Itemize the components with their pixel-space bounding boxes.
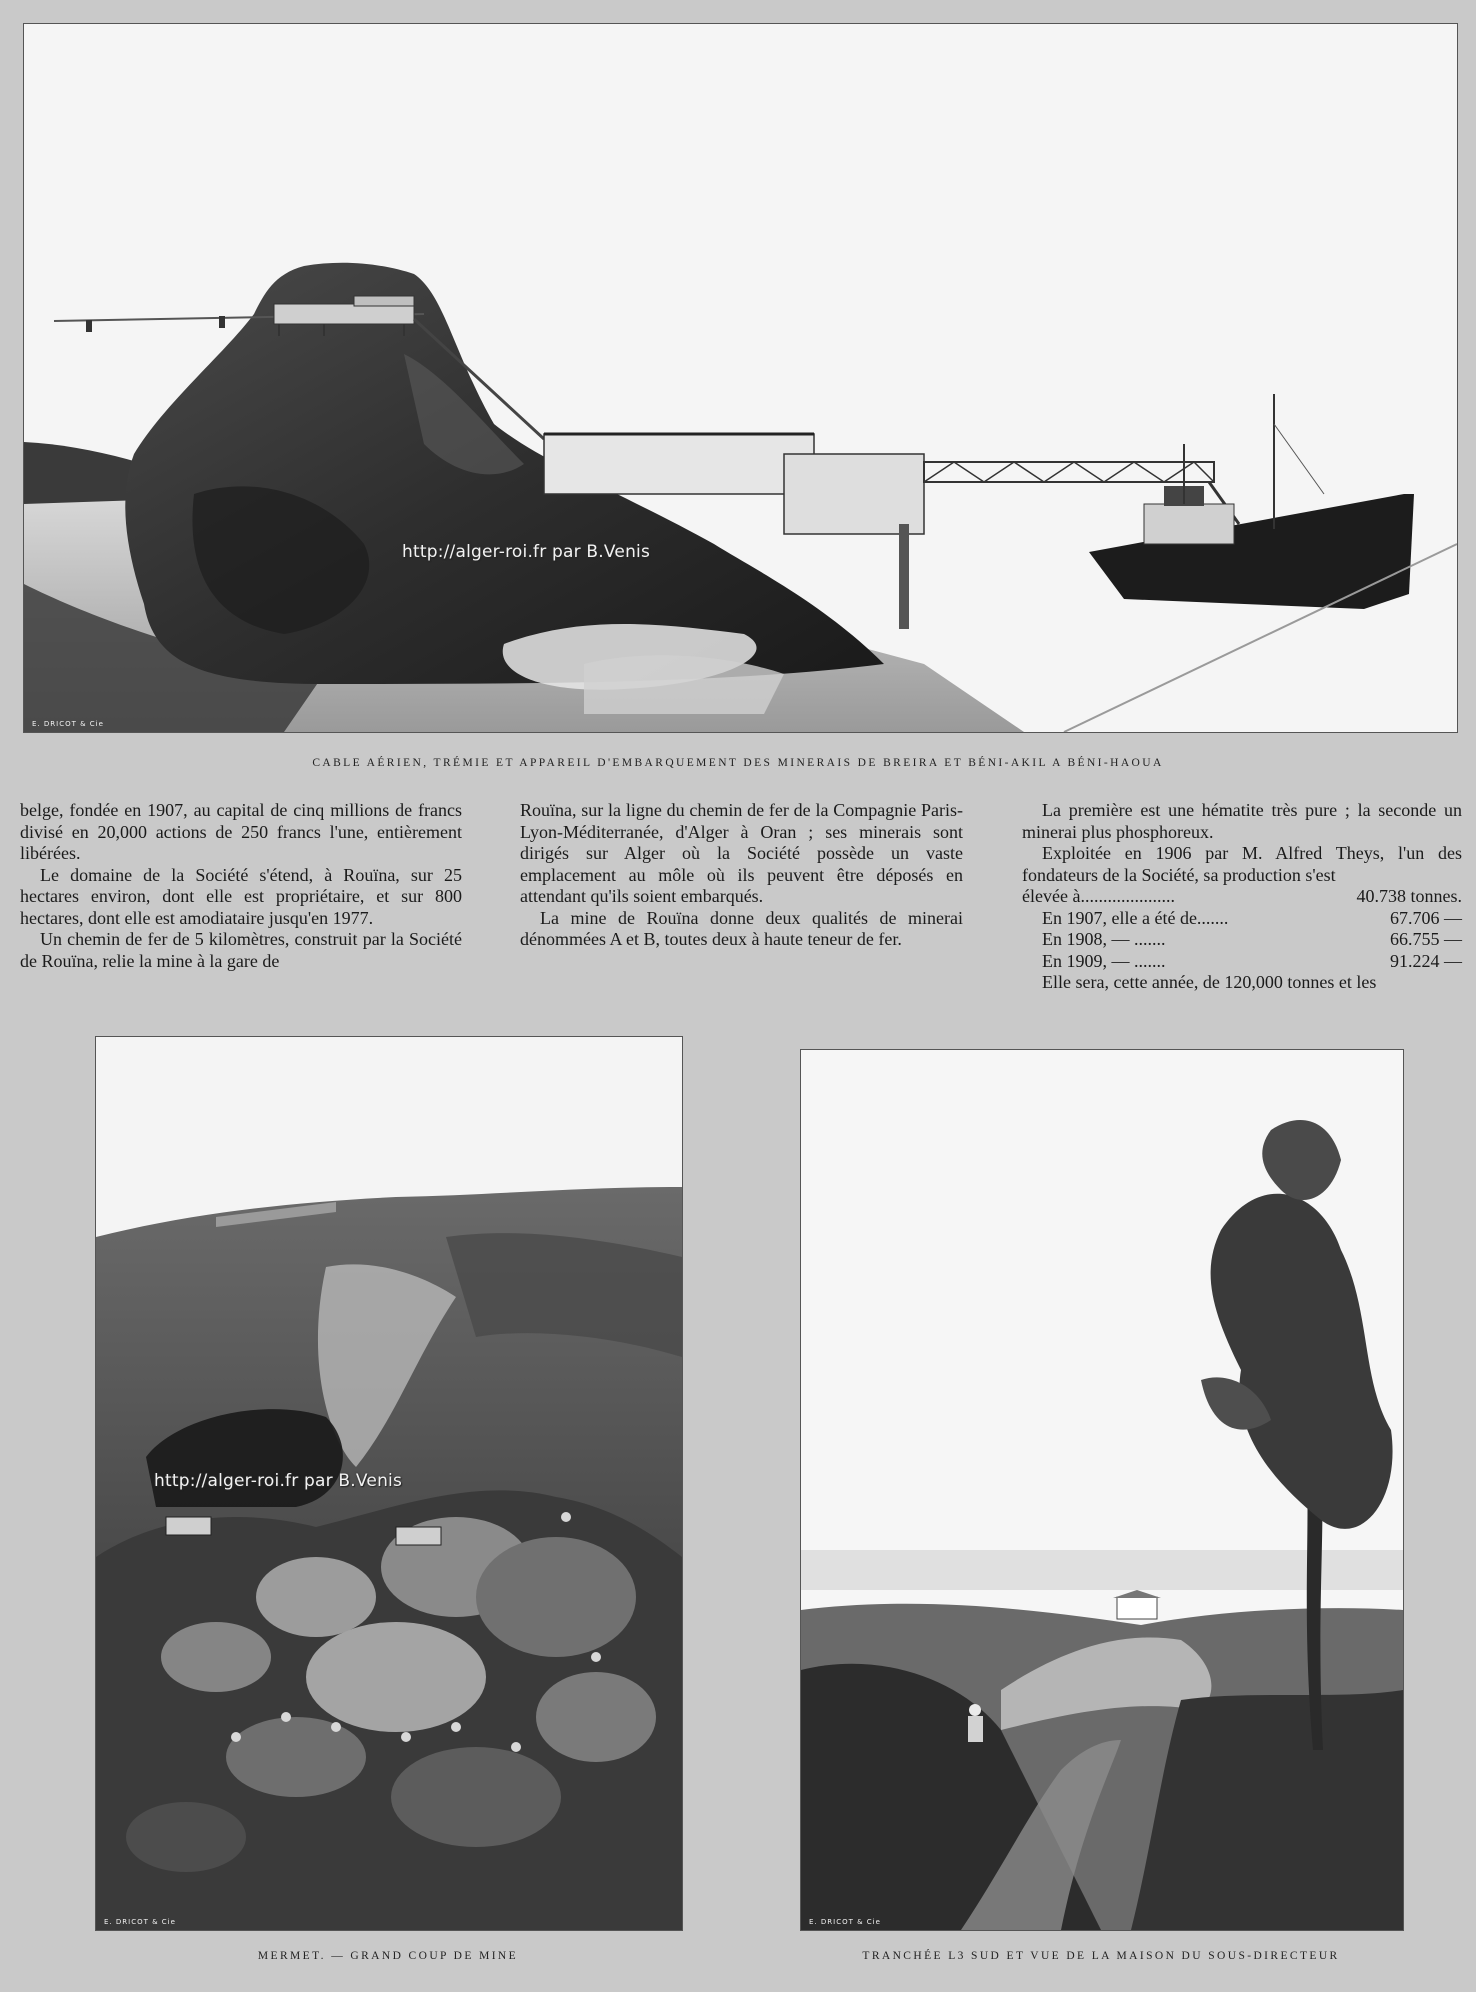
article-paragraph: La première est une hématite très pure ; la seconde un minerai plus phosphoreux. <box>1022 800 1462 842</box>
production-row <box>1022 908 1462 930</box>
article-paragraph: La mine de Rouïna donne deux qualités de minerai dénommées A et B, toutes deux à haute teneur de fer. <box>520 907 963 949</box>
caption-bottom-left-photo: MERMET. — GRAND COUP DE MINE <box>257 1950 519 1962</box>
watermark-text: http://alger-roi.fr par B.Venis <box>154 1471 403 1491</box>
caption-bottom-right-photo: TRANCHÉE L3 SUD ET VUE DE LA MAISON DU SOUS-DIRECTEUR <box>862 1950 1340 1962</box>
article-paragraph: Elle sera, cette année, de 120,000 tonnes et les <box>1042 972 1377 992</box>
production-value: 91.224 — <box>1390 950 1462 971</box>
production-value: 67.706 — <box>1390 907 1462 928</box>
production-label: En 1907, elle a été de....... <box>1042 907 1229 928</box>
production-value: 40.738 tonnes. <box>1356 886 1462 906</box>
production-label: En 1908, — ....... <box>1042 929 1166 949</box>
production-label: élevée à..................... <box>1022 886 1175 906</box>
production-value: 66.755 — <box>1390 929 1462 949</box>
photo-credit: E. DRICOT & Cie <box>32 720 104 728</box>
caption-top-photo: CABLE AÉRIEN, TRÉMIE ET APPAREIL D'EMBARQUEMENT DES MINERAIS DE BREIRA ET BÉNI-AKIL A BÉNI-HAOUA <box>312 757 1164 769</box>
photo-credit: E. DRICOT & Cie <box>809 1918 881 1926</box>
photo-mine-blast <box>95 1036 683 1931</box>
photo-aerial-cable-image <box>24 24 1457 732</box>
photo-trench-house <box>800 1049 1404 1931</box>
production-row <box>1022 929 1462 951</box>
production-row <box>1022 951 1462 973</box>
article-paragraph: Rouïna, sur la ligne du chemin de fer de la Compagnie Paris-Lyon-Méditerranée, d'Alger à Oran ; ses minerais sont dirigés sur Alger où la Société possède un vaste emplacement au môle où ils peuvent être déposés en attendant qu'ils soient embarqués. <box>520 800 963 906</box>
photo-credit: E. DRICOT & Cie <box>104 1918 176 1926</box>
photo-trench-house-image <box>801 1050 1403 1930</box>
article-paragraph: Le domaine de la Société s'étend, à Rouïna, sur 25 hectares environ, dont elle est propriétaire, et sur 800 hectares, dont elle est amodiataire jusqu'en 1977. <box>20 864 462 928</box>
article-column-2 <box>520 800 963 951</box>
article-paragraph: Exploitée en 1906 par M. Alfred Theys, l'un des fondateurs de la Société, sa production s'est <box>1022 843 1462 885</box>
photo-aerial-cable-loading <box>23 23 1458 733</box>
article-paragraph: Un chemin de fer de 5 kilomètres, construit par la Société de Rouïna, relie la mine à la gare de <box>20 929 462 971</box>
article-column-3 <box>1022 800 1462 994</box>
production-row <box>1022 886 1462 908</box>
article-paragraph: belge, fondée en 1907, au capital de cinq millions de francs divisé en 20,000 actions de 250 francs l'une, entièrement libérées. <box>20 800 462 863</box>
article-column-1 <box>20 800 462 972</box>
watermark-text: http://alger-roi.fr par B.Venis <box>402 542 651 562</box>
production-label: En 1909, — ....... <box>1042 950 1166 971</box>
